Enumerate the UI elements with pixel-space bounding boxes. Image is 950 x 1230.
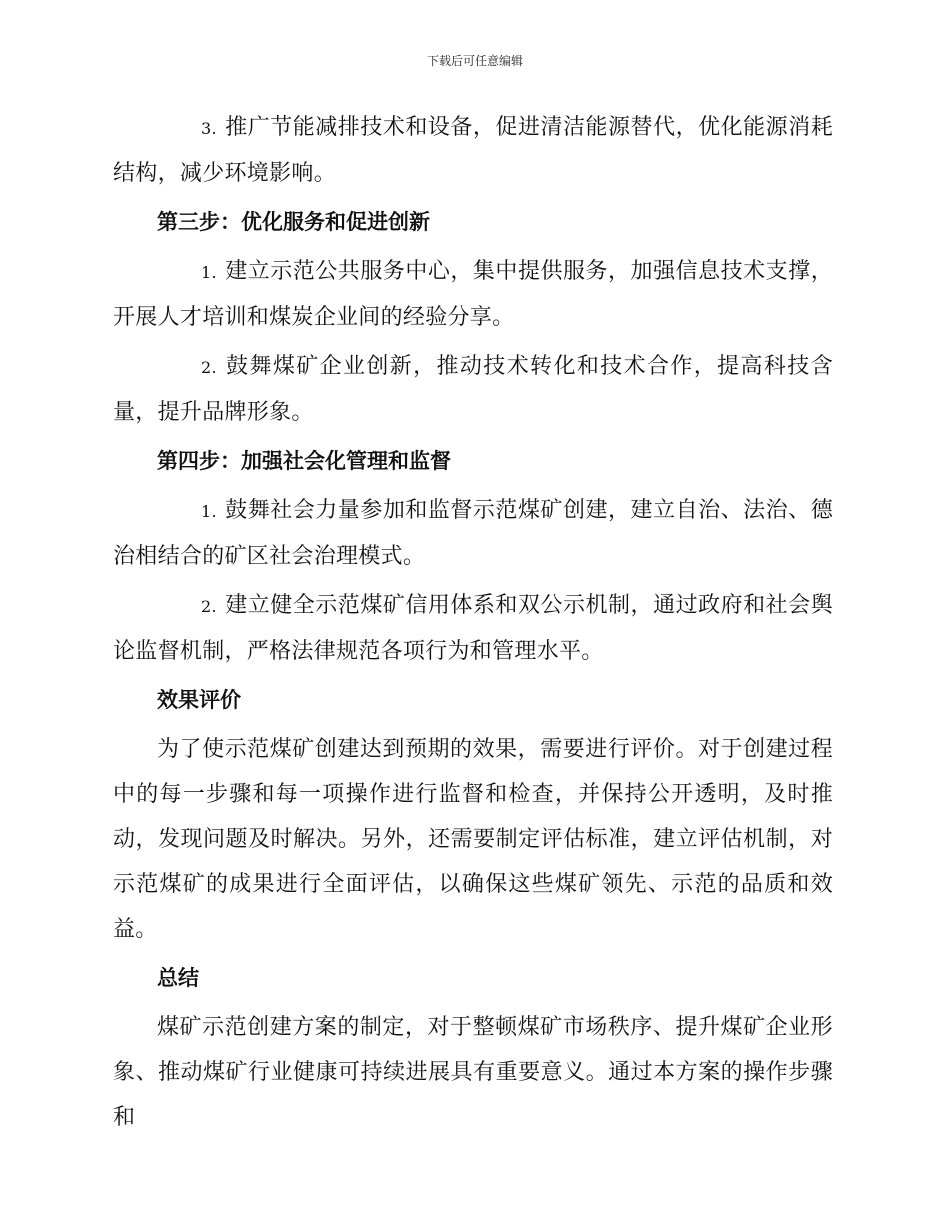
list-text: 建立健全示范煤矿信用体系和双公示机制，通过政府和社会舆论监督机制，严格法律规范各项行为和管理水平。 [113, 593, 833, 664]
section-heading-step4: 第四步：加强社会化管理和监督 [157, 449, 451, 473]
section-heading-summary: 总结 [157, 966, 199, 990]
list-item [113, 249, 833, 340]
list-item [113, 583, 833, 674]
document-body [113, 105, 833, 1144]
list-item [113, 488, 833, 579]
list-number: 3. [201, 119, 217, 138]
page-header: 下载后可任意编辑 [426, 54, 523, 68]
section-heading-step3: 第三步：优化服务和促进创新 [157, 210, 430, 234]
list-text: 推广节能减排技术和设备，促进清洁能源替代，优化能源消耗结构，减少环境影响。 [113, 115, 833, 186]
evaluation-paragraph: 为了使示范煤矿创建达到预期的效果，需要进行评价。对于创建过程中的每一步骤和每一项操作进行监督和检查，并保持公开透明，及时推动，发现问题及时解决。另外，还需要制定评估标准，建立评估机制，对示范煤矿的成果进行全面评估，以确保这些煤矿领先、示范的品质和效益。 [113, 737, 833, 942]
summary-paragraph: 煤矿示范创建方案的制定，对于整顿煤矿市场秩序、提升煤矿企业形象、推动煤矿行业健康可持续进展具有重要意义。通过本方案的操作步骤和 [113, 1015, 833, 1130]
list-text: 鼓舞社会力量参加和监督示范煤矿创建，建立自治、法治、德治相结合的矿区社会治理模式。 [113, 498, 833, 569]
list-number: 1. [201, 263, 217, 282]
section-heading-evaluation: 效果评价 [157, 688, 241, 712]
list-item [113, 105, 833, 196]
list-number: 2. [201, 597, 217, 616]
list-item [113, 344, 833, 435]
list-text: 鼓舞煤矿企业创新，推动技术转化和技术合作，提高科技含量，提升品牌形象。 [113, 354, 833, 425]
list-text: 建立示范公共服务中心，集中提供服务，加强信息技术支撑，开展人才培训和煤炭企业间的经验分享。 [113, 259, 833, 330]
list-number: 1. [201, 502, 217, 521]
list-number: 2. [201, 358, 217, 377]
